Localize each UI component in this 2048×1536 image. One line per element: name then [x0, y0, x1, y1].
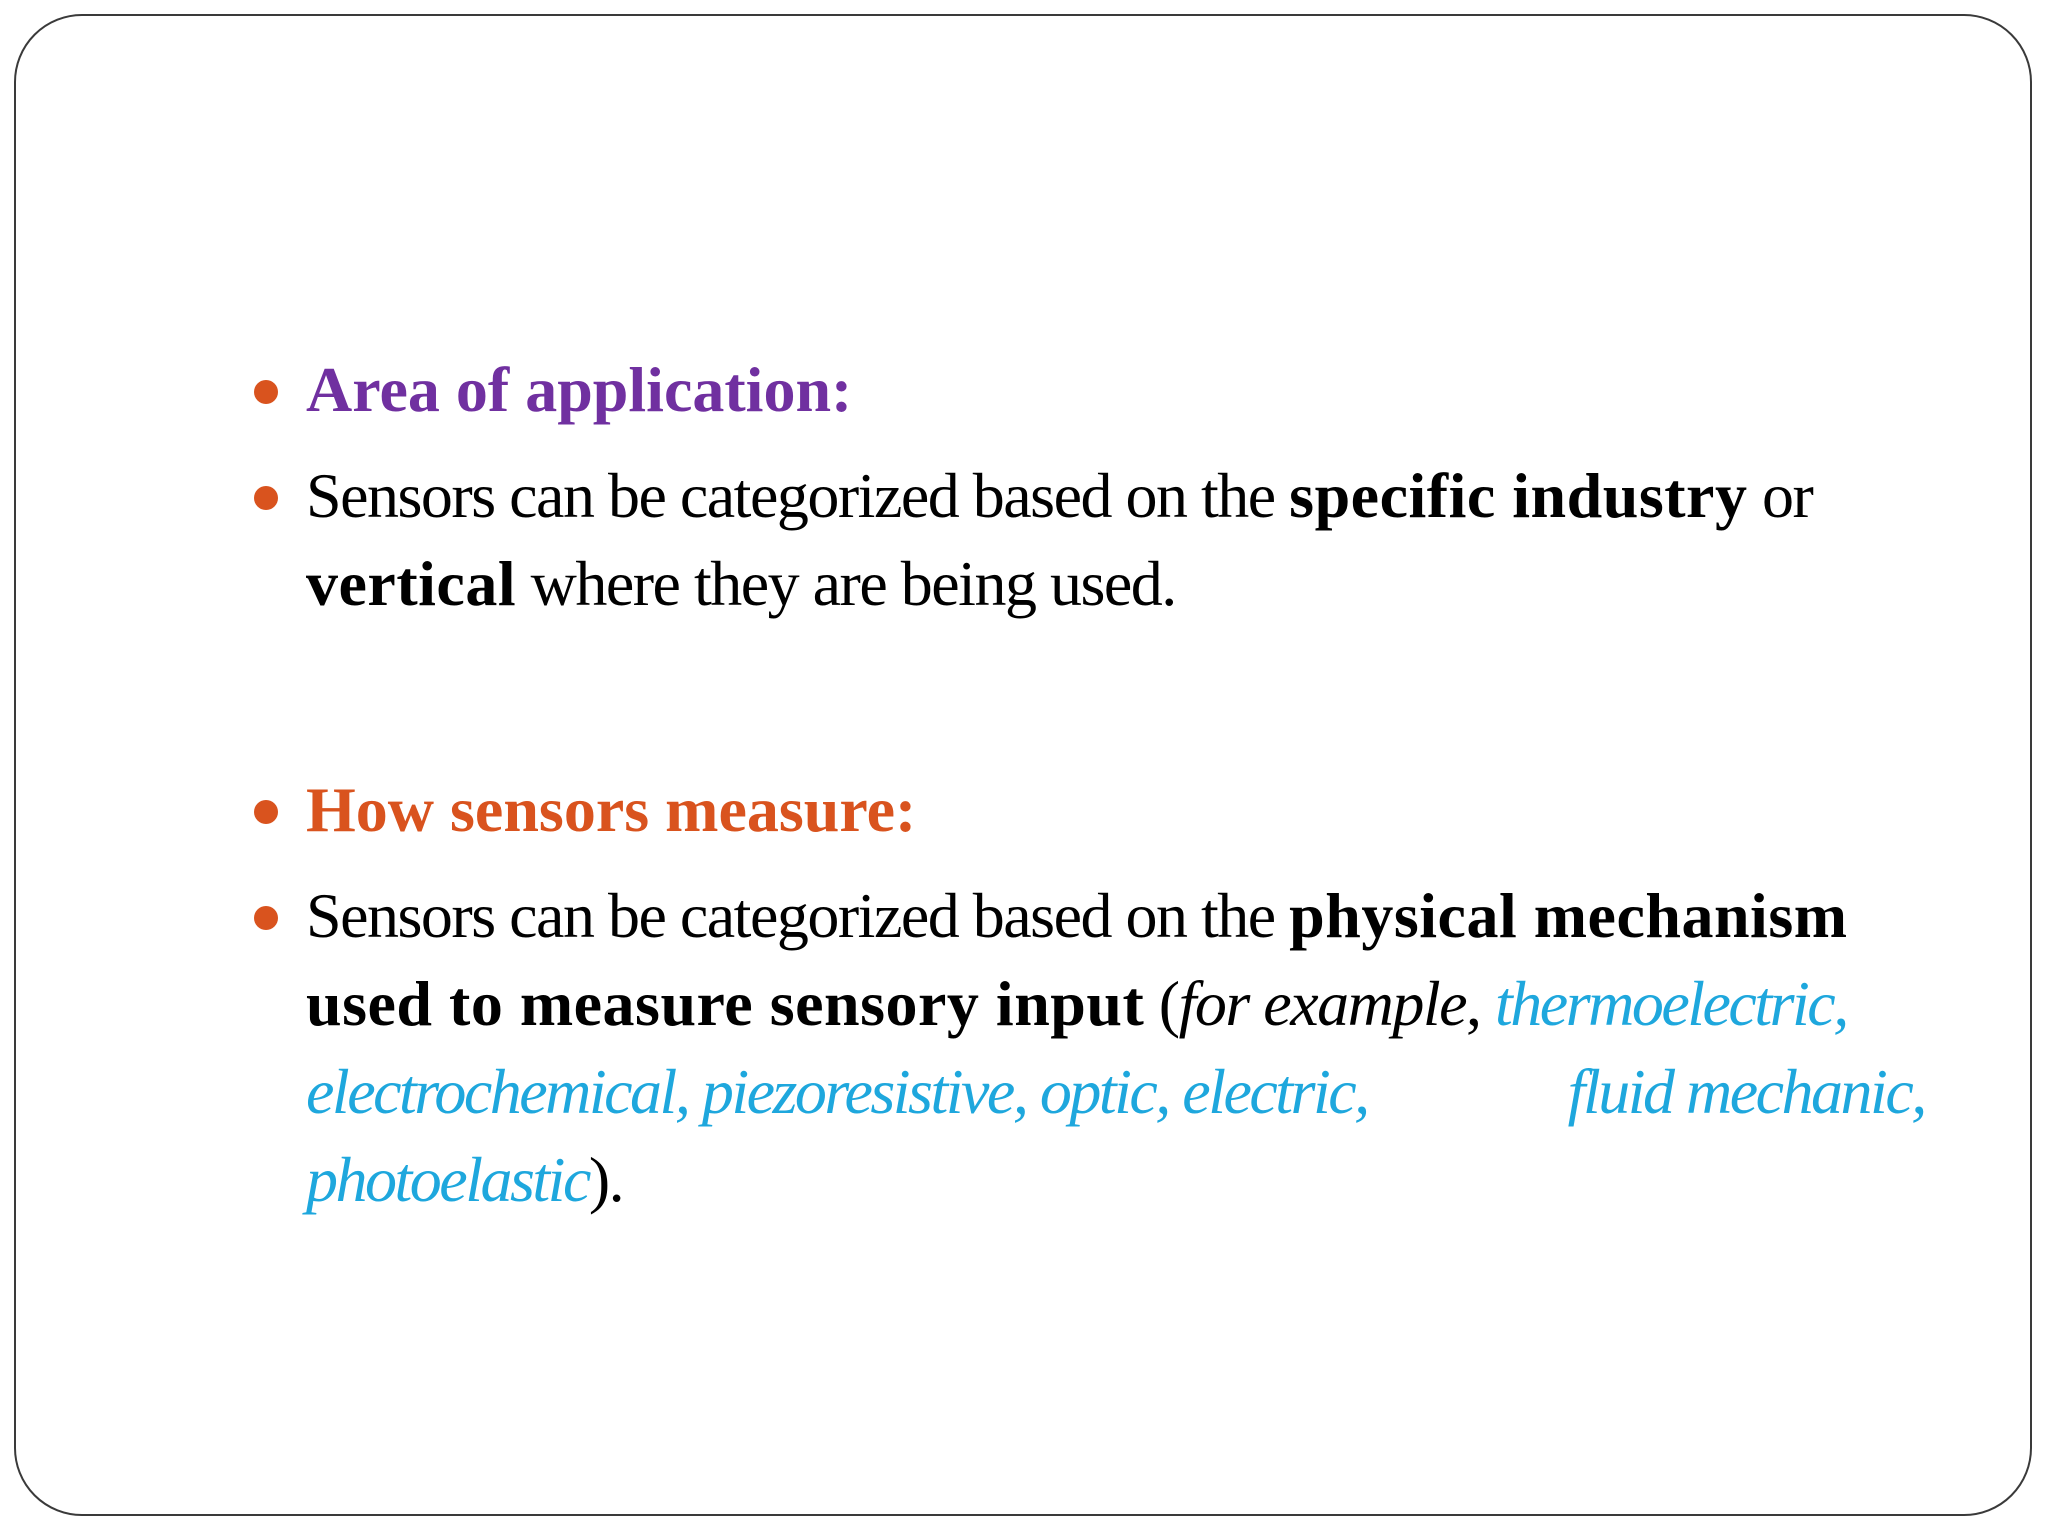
slide-content — [254, 346, 1954, 1224]
bullet-dot-icon — [254, 380, 278, 404]
bullet-item-measure-text — [254, 872, 1954, 1224]
slide-frame — [14, 14, 2032, 1516]
bullet-item-area-heading — [254, 346, 1954, 434]
italic-phrase: for example — [1178, 968, 1466, 1039]
bullet-item-measure-heading — [254, 766, 1954, 854]
example-mechanisms: thermoelectric, electrochemical, piezoresistive, optic, electric, — [306, 968, 1847, 1127]
text-segment: Sensors can be categorized based on the — [306, 880, 1290, 951]
example-mechanisms-continued: fluid mechanic, photoelastic — [306, 1056, 1925, 1215]
text-segment: where they are being used. — [516, 548, 1176, 619]
bold-term: vertical — [306, 548, 517, 619]
bullet-dot-icon — [254, 800, 278, 824]
bullet-dot-icon — [254, 906, 278, 930]
bold-term: physical mechanism used to measure sensory input — [306, 880, 1848, 1039]
text-segment: Sensors can be categorized based on the — [306, 460, 1290, 531]
bullet-dot-icon — [254, 486, 278, 510]
how-sensors-measure-heading: How sensors measure: — [306, 774, 917, 845]
bullet-item-area-text — [254, 452, 1954, 628]
text-segment: or — [1747, 460, 1813, 531]
bold-term: specific industry — [1289, 460, 1748, 531]
text-segment: , — [1466, 968, 1495, 1039]
area-of-application-heading: Area of application: — [306, 354, 853, 425]
text-segment: ). — [588, 1144, 624, 1215]
text-segment: ( — [1144, 968, 1179, 1039]
